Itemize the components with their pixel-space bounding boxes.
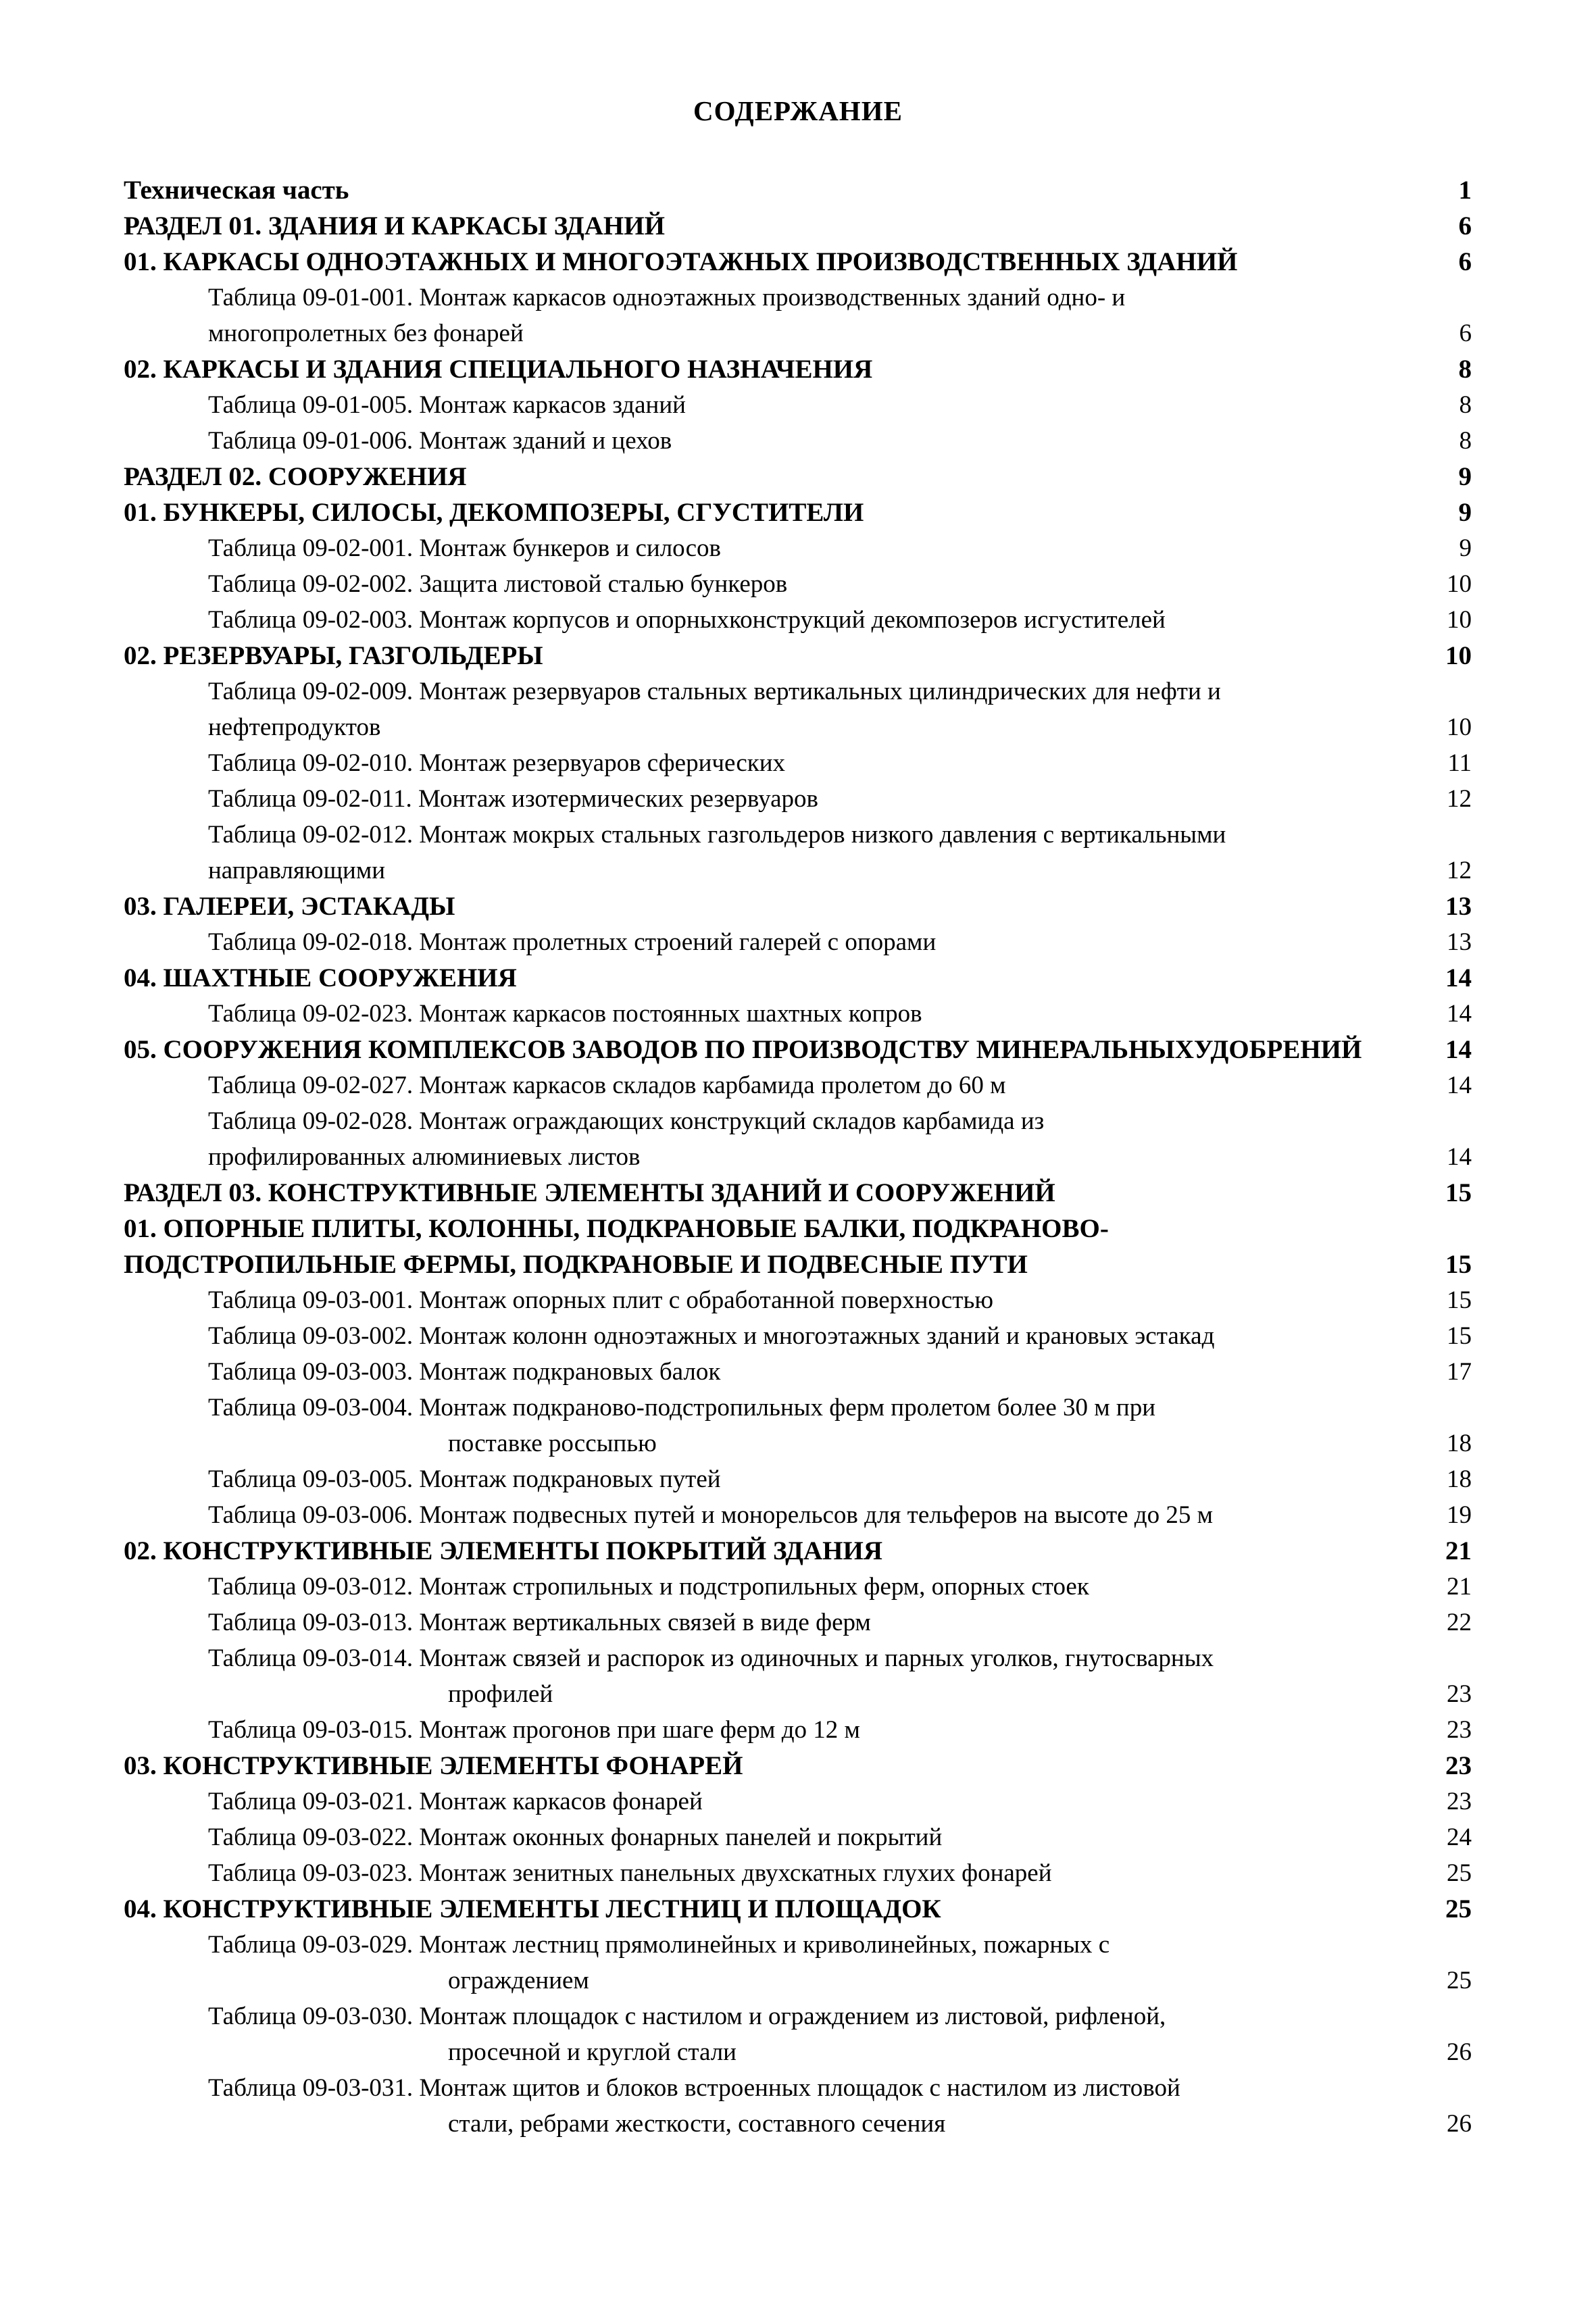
toc-table-entry[interactable] [124, 1855, 1472, 1891]
toc-entry-title [124, 459, 1472, 495]
toc-table-entry[interactable] [124, 1569, 1472, 1605]
toc-entry-title [124, 638, 1472, 674]
toc-entry-text: Таблица 09-02-009. Монтаж резервуаров стальных вертикальных цилиндрических для нефти и [208, 678, 1221, 705]
toc-entry-continuation: поставке россыпью [448, 1430, 657, 1457]
toc-table-entry[interactable] [124, 1998, 1472, 2070]
toc-table-entry[interactable] [124, 1640, 1472, 1712]
toc-entry-text: Таблица 09-03-022. Монтаж оконных фонарных панелей и покрытий [208, 1823, 943, 1851]
toc-entry-title [124, 1569, 1472, 1605]
toc-entry-title [124, 1712, 1472, 1748]
toc-entry-text: Таблица 09-01-006. Монтаж зданий и цехов [208, 427, 672, 455]
toc-page-number: 14 [1447, 1000, 1472, 1028]
toc-section-heading[interactable] [124, 1211, 1472, 1282]
table-of-contents [124, 172, 1472, 2142]
toc-entry-title [124, 1998, 1472, 2070]
toc-entry-title [124, 1067, 1472, 1103]
toc-table-entry[interactable] [124, 924, 1472, 960]
toc-page-number: 9 [1458, 498, 1472, 527]
toc-page-number: 15 [1445, 1250, 1472, 1279]
toc-entry-text: 01. БУНКЕРЫ, СИЛОСЫ, ДЕКОМПОЗЕРЫ, СГУСТИТЕЛИ [124, 498, 864, 527]
toc-page-number: 24 [1447, 1823, 1472, 1851]
toc-page-number: 9 [1458, 462, 1472, 491]
toc-page-number: 26 [1447, 2110, 1472, 2138]
toc-page-number: 10 [1447, 606, 1472, 634]
toc-table-entry[interactable] [124, 530, 1472, 566]
toc-entry-title [124, 1390, 1472, 1461]
toc-entry-text: Таблица 09-03-005. Монтаж подкрановых путей [208, 1465, 721, 1493]
toc-entry-title [124, 960, 1472, 996]
toc-table-entry[interactable] [124, 817, 1472, 888]
toc-page-number: 14 [1447, 1072, 1472, 1099]
toc-section-heading[interactable] [124, 960, 1472, 996]
toc-section-heading[interactable] [124, 208, 1472, 244]
toc-section-heading[interactable] [124, 172, 1472, 208]
toc-page-number: 18 [1447, 1465, 1472, 1493]
toc-entry-text: 05. СООРУЖЕНИЯ КОМПЛЕКСОВ ЗАВОДОВ ПО ПРОИЗВОДСТВУ МИНЕРАЛЬНЫХ [124, 1035, 1194, 1064]
toc-table-entry[interactable] [124, 1318, 1472, 1354]
toc-entry-text: Таблица 09-03-023. Монтаж зенитных панельных двухскатных глухих фонарей [208, 1859, 1052, 1887]
toc-entry-title [124, 924, 1472, 960]
toc-entry-title [124, 1318, 1472, 1354]
toc-entry-text: Таблица 09-01-005. Монтаж каркасов зданий [208, 391, 686, 419]
toc-entry-text: Таблица 09-02-003. Монтаж корпусов и опорныхконструкций декомпозеров исгустителей [208, 606, 1166, 634]
toc-page-number: 14 [1447, 1143, 1472, 1171]
toc-page-number: 21 [1447, 1573, 1472, 1601]
toc-entry-text: Таблица 09-03-003. Монтаж подкрановых балок [208, 1358, 721, 1386]
toc-entry-text: Таблица 09-01-001. Монтаж каркасов одноэтажных производственных зданий одно- и [208, 284, 1126, 311]
toc-table-entry[interactable] [124, 280, 1472, 351]
toc-entry-title [124, 1927, 1472, 1998]
toc-table-entry[interactable] [124, 423, 1472, 459]
toc-entry-title [124, 1891, 1472, 1927]
toc-entry-title [124, 996, 1472, 1032]
toc-entry-continuation: профилей [448, 1680, 553, 1708]
toc-page-number: 6 [1458, 247, 1472, 276]
toc-table-entry[interactable] [124, 1819, 1472, 1855]
toc-entry-text: 02. РЕЗЕРВУАРЫ, ГАЗГОЛЬДЕРЫ [124, 641, 543, 670]
toc-page-number: 15 [1447, 1286, 1472, 1314]
toc-table-entry[interactable] [124, 1712, 1472, 1748]
toc-entry-title [124, 1032, 1472, 1067]
toc-entry-text: Техническая часть [124, 176, 349, 205]
toc-table-entry[interactable] [124, 1784, 1472, 1819]
toc-page-number: 12 [1447, 857, 1472, 884]
toc-entry-text: Таблица 09-02-011. Монтаж изотермических резервуаров [208, 785, 819, 813]
toc-page-number: 12 [1447, 785, 1472, 813]
toc-table-entry[interactable] [124, 566, 1472, 602]
toc-section-heading[interactable] [124, 244, 1472, 280]
toc-entry-text: 01. ОПОРНЫЕ ПЛИТЫ, КОЛОННЫ, ПОДКРАНОВЫЕ БАЛКИ, ПОДКРАНОВО- [124, 1214, 1109, 1243]
toc-entry-text: Таблица 09-03-021. Монтаж каркасов фонарей [208, 1788, 703, 1815]
toc-entry-title [124, 781, 1472, 817]
toc-table-entry[interactable] [124, 387, 1472, 423]
toc-page-number: 23 [1447, 1788, 1472, 1815]
toc-section-heading[interactable] [124, 1175, 1472, 1211]
toc-entry-title [124, 208, 1472, 244]
toc-entry-text: Таблица 09-03-015. Монтаж прогонов при шаге ферм до 12 м [208, 1716, 860, 1744]
toc-table-entry[interactable] [124, 1067, 1472, 1103]
toc-entry-title [124, 280, 1472, 351]
toc-section-heading[interactable] [124, 1748, 1472, 1784]
toc-entry-title [124, 1855, 1472, 1891]
toc-page-number: 26 [1447, 2038, 1472, 2066]
toc-page-number: 17 [1447, 1358, 1472, 1386]
toc-entry-title [124, 1784, 1472, 1819]
toc-page-number: 23 [1445, 1751, 1472, 1780]
toc-entry-text: Таблица 09-02-002. Защита листовой сталью бункеров [208, 570, 788, 598]
toc-entry-continuation: ограждением [448, 1967, 589, 1994]
toc-entry-continuation: просечной и круглой стали [448, 2038, 737, 2066]
toc-entry-text: 03. КОНСТРУКТИВНЫЕ ЭЛЕМЕНТЫ ФОНАРЕЙ [124, 1751, 743, 1780]
toc-entry-text: Таблица 09-03-012. Монтаж стропильных и подстропильных ферм, опорных стоек [208, 1573, 1089, 1601]
toc-entry-title [124, 2070, 1472, 2142]
toc-page-number: 10 [1447, 713, 1472, 741]
toc-entry-title [124, 674, 1472, 745]
toc-page-number: 21 [1445, 1536, 1472, 1565]
toc-page-number: 10 [1445, 641, 1472, 670]
toc-table-entry[interactable] [124, 745, 1472, 781]
toc-entry-text: Таблица 09-03-014. Монтаж связей и распорок из одиночных и парных уголков, гнутосварных [208, 1644, 1214, 1672]
toc-entry-title [124, 1354, 1472, 1390]
toc-section-heading[interactable] [124, 1533, 1472, 1569]
toc-entry-text: 01. КАРКАСЫ ОДНОЭТАЖНЫХ И МНОГОЭТАЖНЫХ ПРОИЗВОДСТВЕННЫХ ЗДАНИЙ [124, 247, 1238, 276]
toc-entry-title [124, 423, 1472, 459]
toc-entry-text: Таблица 09-03-006. Монтаж подвесных путей и монорельсов для тельферов на высоте до 25 м [208, 1501, 1214, 1529]
toc-page-number: 23 [1447, 1680, 1472, 1708]
toc-entry-title [124, 745, 1472, 781]
toc-entry-text: Таблица 09-02-023. Монтаж каркасов постоянных шахтных копров [208, 1000, 922, 1028]
toc-entry-text: Таблица 09-03-004. Монтаж подкраново-подстропильных ферм пролетом более 30 м при [208, 1394, 1156, 1422]
toc-entry-continuation: направляющими [208, 857, 386, 884]
toc-entry-title [124, 1211, 1472, 1282]
toc-table-entry[interactable] [124, 2070, 1472, 2142]
toc-page-number: 10 [1447, 570, 1472, 598]
toc-table-entry[interactable] [124, 674, 1472, 745]
toc-entry-text: РАЗДЕЛ 03. КОНСТРУКТИВНЫЕ ЭЛЕМЕНТЫ ЗДАНИЙ И СООРУЖЕНИЙ [124, 1178, 1055, 1207]
toc-entry-title [124, 495, 1472, 530]
toc-entry-continuation: многопролетных без фонарей [208, 320, 524, 347]
toc-entry-text: Таблица 09-03-002. Монтаж колонн одноэтажных и многоэтажных зданий и крановых эстакад [208, 1322, 1215, 1350]
toc-entry-title [124, 1819, 1472, 1855]
toc-entry-text: РАЗДЕЛ 01. ЗДАНИЯ И КАРКАСЫ ЗДАНИЙ [124, 211, 665, 241]
toc-entry-title [124, 1605, 1472, 1640]
toc-section-heading[interactable] [124, 1032, 1472, 1067]
toc-entry-title [124, 1497, 1472, 1533]
toc-entry-title [124, 530, 1472, 566]
toc-entry-text: Таблица 09-02-018. Монтаж пролетных строений галерей с опорами [208, 928, 937, 956]
toc-table-entry[interactable] [124, 1354, 1472, 1390]
toc-entry-continuation: профилированных алюминиевых листов [208, 1143, 641, 1171]
toc-entry-text: Таблица 09-02-010. Монтаж резервуаров сферических [208, 749, 786, 777]
toc-entry-title [124, 1640, 1472, 1712]
toc-entry-title [124, 244, 1472, 280]
toc-entry-title [124, 1533, 1472, 1569]
toc-page-number: 13 [1445, 892, 1472, 921]
toc-table-entry[interactable] [124, 1390, 1472, 1461]
toc-page-number: 25 [1447, 1859, 1472, 1887]
toc-section-heading[interactable] [124, 638, 1472, 674]
toc-table-entry[interactable] [124, 1461, 1472, 1497]
toc-entry-text: Таблица 09-02-028. Монтаж ограждающих конструкций складов карбамида из [208, 1107, 1045, 1135]
page-title: СОДЕРЖАНИЕ [693, 95, 903, 126]
toc-entry-title [124, 387, 1472, 423]
toc-page-number: 6 [1459, 320, 1472, 347]
toc-page-number: 15 [1447, 1322, 1472, 1350]
toc-page-number: 8 [1459, 391, 1472, 419]
toc-table-entry[interactable] [124, 1927, 1472, 1998]
toc-entry-text: РАЗДЕЛ 02. СООРУЖЕНИЯ [124, 462, 467, 491]
toc-entry-text: Таблица 09-03-029. Монтаж лестниц прямолинейных и криволинейных, пожарных с [208, 1931, 1110, 1959]
toc-entry-continuation: стали, ребрами жесткости, составного сечения [448, 2110, 946, 2138]
toc-page-number: 6 [1458, 211, 1472, 241]
toc-entry-continuation: УДОБРЕНИЙ [1193, 1035, 1362, 1064]
toc-entry-title [124, 888, 1472, 924]
toc-page-number: 23 [1447, 1716, 1472, 1744]
toc-entry-text: Таблица 09-02-001. Монтаж бункеров и силосов [208, 534, 721, 562]
toc-entry-text: Таблица 09-03-013. Монтаж вертикальных связей в виде ферм [208, 1609, 871, 1636]
toc-entry-title [124, 1461, 1472, 1497]
toc-entry-text: Таблица 09-02-027. Монтаж каркасов складов карбамида пролетом до 60 м [208, 1072, 1006, 1099]
toc-entry-text: 04. КОНСТРУКТИВНЫЕ ЭЛЕМЕНТЫ ЛЕСТНИЦ И ПЛОЩАДОК [124, 1894, 941, 1923]
toc-page-number: 25 [1447, 1967, 1472, 1994]
toc-page-number: 19 [1447, 1501, 1472, 1529]
toc-page-number: 18 [1447, 1430, 1472, 1457]
toc-entry-title [124, 172, 1472, 208]
toc-section-heading[interactable] [124, 495, 1472, 530]
toc-entry-title [124, 1282, 1472, 1318]
toc-entry-title [124, 351, 1472, 387]
toc-entry-text: 02. КАРКАСЫ И ЗДАНИЯ СПЕЦИАЛЬНОГО НАЗНАЧЕНИЯ [124, 355, 873, 384]
toc-page-number: 1 [1458, 176, 1472, 205]
toc-entry-text: 02. КОНСТРУКТИВНЫЕ ЭЛЕМЕНТЫ ПОКРЫТИЙ ЗДАНИЯ [124, 1536, 882, 1565]
toc-section-heading[interactable] [124, 1891, 1472, 1927]
toc-page-number: 8 [1458, 355, 1472, 384]
toc-table-entry[interactable] [124, 781, 1472, 817]
toc-entry-title [124, 602, 1472, 638]
toc-page-number: 22 [1447, 1609, 1472, 1636]
toc-section-heading[interactable] [124, 888, 1472, 924]
toc-entry-text: 04. ШАХТНЫЕ СООРУЖЕНИЯ [124, 963, 517, 992]
toc-page-number: 14 [1445, 963, 1472, 992]
toc-page-number: 25 [1445, 1894, 1472, 1923]
toc-table-entry[interactable] [124, 1103, 1472, 1175]
toc-entry-text: Таблица 09-03-031. Монтаж щитов и блоков встроенных площадок с настилом из листовой [208, 2074, 1180, 2102]
toc-table-entry[interactable] [124, 1605, 1472, 1640]
toc-table-entry[interactable] [124, 1497, 1472, 1533]
toc-entry-text: Таблица 09-03-001. Монтаж опорных плит с обработанной поверхностью [208, 1286, 993, 1314]
toc-entry-text: Таблица 09-02-012. Монтаж мокрых стальных газгольдеров низкого давления с вертикальными [208, 821, 1226, 849]
toc-entry-continuation: ПОДСТРОПИЛЬНЫЕ ФЕРМЫ, ПОДКРАНОВЫЕ И ПОДВЕСНЫЕ ПУТИ [124, 1250, 1028, 1279]
toc-section-heading[interactable] [124, 459, 1472, 495]
toc-entry-title [124, 1175, 1472, 1211]
toc-page-number: 15 [1445, 1178, 1472, 1207]
toc-page-number: 8 [1459, 427, 1472, 455]
toc-entry-text: 03. ГАЛЕРЕИ, ЭСТАКАДЫ [124, 892, 455, 921]
toc-entry-title [124, 817, 1472, 888]
toc-entry-title [124, 1748, 1472, 1784]
toc-table-entry[interactable] [124, 996, 1472, 1032]
toc-page-number: 14 [1445, 1035, 1472, 1064]
toc-page-number: 11 [1447, 749, 1472, 777]
toc-table-entry[interactable] [124, 1282, 1472, 1318]
toc-entry-text: Таблица 09-03-030. Монтаж площадок с настилом и ограждением из листовой, рифленой, [208, 2003, 1166, 2030]
toc-page-number: 9 [1459, 534, 1472, 562]
toc-section-heading[interactable] [124, 351, 1472, 387]
toc-entry-continuation: нефтепродуктов [208, 713, 381, 741]
toc-page-number: 13 [1447, 928, 1472, 956]
toc-entry-title [124, 1103, 1472, 1175]
toc-entry-title [124, 566, 1472, 602]
toc-table-entry[interactable] [124, 602, 1472, 638]
